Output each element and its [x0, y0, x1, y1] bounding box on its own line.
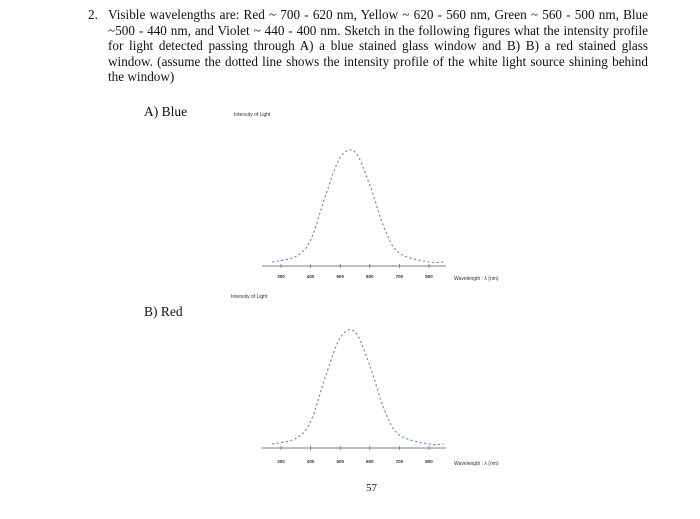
graph-b — [231, 294, 499, 467]
graph-b-xlabel: Wavelength : λ (nm) — [454, 461, 499, 467]
x-tick-label: 600 — [366, 274, 374, 279]
graph-b-ticks — [277, 446, 433, 464]
x-tick-label: 300 — [277, 274, 285, 279]
x-tick-label: 600 — [366, 459, 374, 464]
graph-a-ylabel: Intensity of Light — [234, 112, 271, 118]
graph-b-ylabel: Intensity of Light — [231, 294, 268, 300]
page-number: 57 — [366, 482, 377, 494]
x-tick-label: 800 — [425, 274, 433, 279]
x-tick-label: 500 — [336, 459, 344, 464]
x-tick-label: 400 — [306, 274, 315, 279]
graph-a-source-curve — [272, 150, 444, 263]
x-tick-label: 500 — [336, 274, 344, 279]
x-tick-label: 800 — [425, 459, 433, 464]
x-tick-label: 300 — [277, 459, 285, 464]
graph-a — [234, 112, 499, 282]
graph-b-source-curve — [272, 330, 444, 445]
part-a-label: A) Blue — [144, 104, 188, 119]
question-number: 2. — [88, 7, 98, 22]
x-tick-label: 400 — [306, 459, 315, 464]
x-tick-label: 700 — [395, 274, 404, 279]
part-b-label: B) Red — [144, 304, 183, 319]
x-tick-label: 700 — [395, 459, 404, 464]
question-text: Visible wavelengths are: Red ~ 700 - 620 nm, Yellow ~ 620 - 560 nm, Green ~ 560 - 500 nm, Blue ~500 - 440 nm, and Violet ~ 440 - 400 nm. Sketch in the following figures what the intensity profile for light detected passing through A) a blue stained glass window and B) B) a red stained glass window. (assume the dotted line shows the intensity profile of the white light source shining behind the window) — [108, 7, 648, 85]
graph-a-xlabel: Wavelength : λ (nm) — [454, 276, 499, 282]
